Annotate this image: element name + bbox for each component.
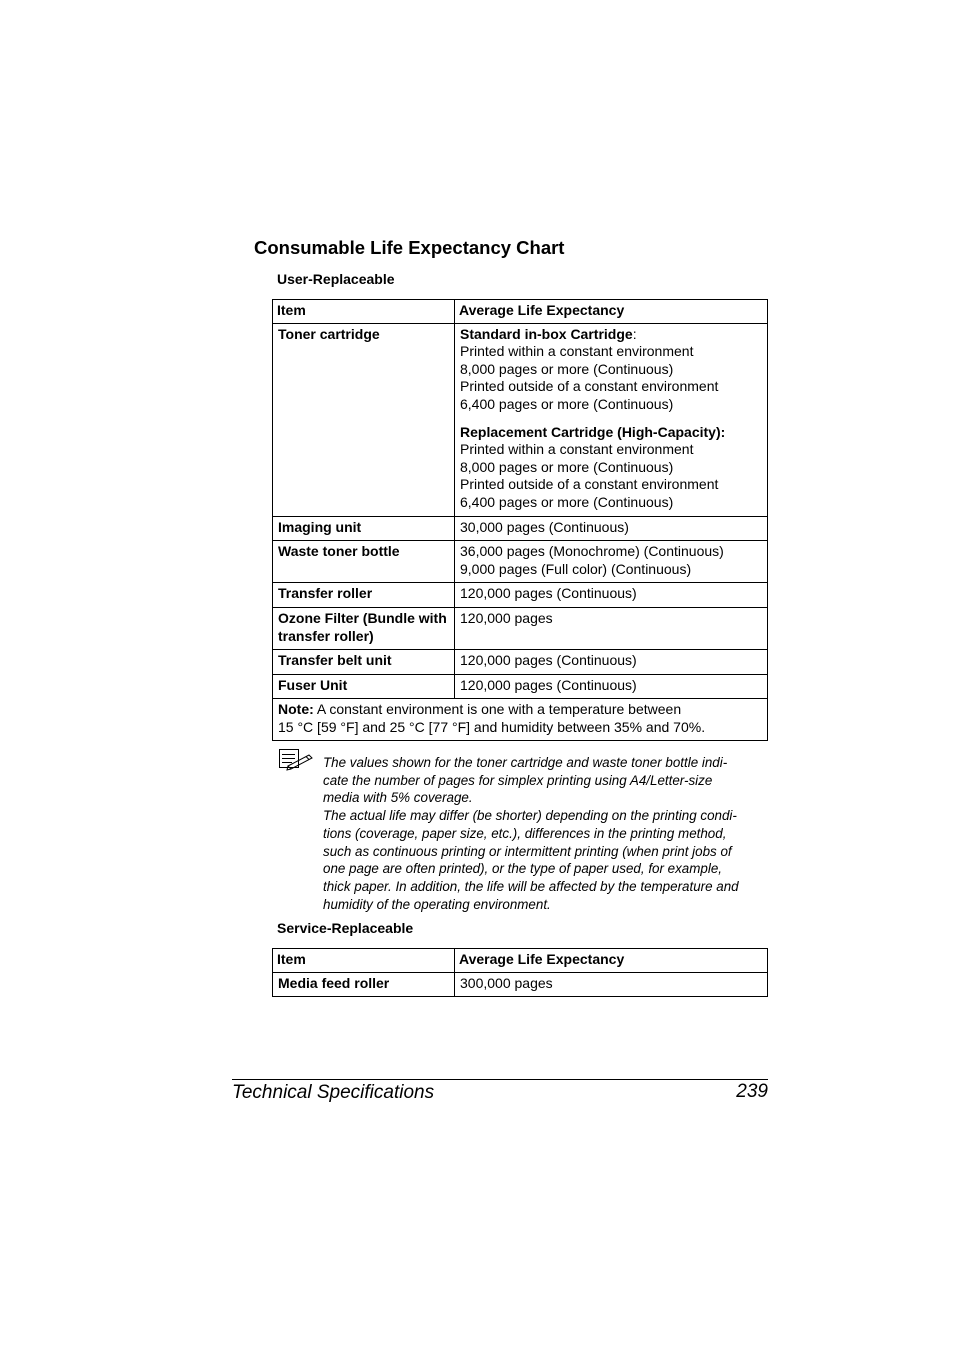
note-line: cate the number of pages for simplex printing using A4/Letter-size [323, 772, 713, 788]
item-toner-cartridge: Toner cartridge [273, 323, 455, 516]
note-line: The actual life may differ (be shorter) depending on the printing condi- [323, 808, 737, 824]
standard-line: 8,000 pages or more (Continuous) [460, 360, 674, 377]
page-title: Consumable Life Expectancy Chart [254, 237, 565, 258]
note-line: The values shown for the toner cartridge and waste toner bottle indi- [323, 755, 728, 770]
replacement-line: 8,000 pages or more (Continuous) [460, 458, 674, 475]
table-note-line2: 15 °C [59 °F] and 25 °C [77 °F] and humidity between 35% and 70%. [278, 718, 706, 735]
replacement-line: Printed within a constant environment [460, 441, 694, 458]
ozone-item-line: transfer roller) [278, 627, 374, 644]
user-replaceable-heading: User-Replaceable [277, 271, 395, 287]
header-life: Average Life Expectancy [455, 949, 768, 973]
table-row [273, 541, 768, 583]
header-item: Item [273, 300, 455, 324]
note-line: humidity of the operating environment. [323, 896, 551, 912]
life-waste-toner-bottle [455, 541, 768, 583]
table-row [273, 607, 768, 649]
table-note [273, 699, 768, 741]
table-note-label: Note: [278, 701, 314, 718]
service-replaceable-table [272, 948, 768, 997]
service-replaceable-heading: Service-Replaceable [277, 920, 414, 936]
note-line: tions (coverage, paper size, etc.), differences in the printing method, [323, 825, 727, 841]
table-header-row [273, 949, 768, 973]
table-header-row [273, 300, 768, 324]
note-line: media with 5% coverage. [323, 790, 473, 806]
table-row [273, 516, 768, 541]
table-note-line1: A constant environment is one with a temperature between [313, 701, 682, 718]
life-imaging-unit: 30,000 pages (Continuous) [455, 516, 768, 541]
note-text [323, 754, 771, 913]
footer-divider [232, 1079, 768, 1080]
table-note-row [273, 699, 768, 741]
standard-line: 6,400 pages or more (Continuous) [460, 395, 674, 412]
item-waste-toner-bottle: Waste toner bottle [273, 541, 455, 583]
footer-section-title: Technical Specifications [232, 1082, 435, 1103]
standard-cartridge-label: Standard in-box Cartridge [460, 325, 633, 342]
life-fuser-unit: 120,000 pages (Continuous) [455, 674, 768, 699]
item-fuser-unit: Fuser Unit [273, 674, 455, 699]
table-row [273, 583, 768, 608]
replacement-line: Printed outside of a constant environment [460, 476, 719, 493]
standard-line: Printed outside of a constant environment [460, 378, 719, 395]
life-media-feed-roller: 300,000 pages [455, 972, 768, 997]
table-row [273, 650, 768, 675]
spacer [460, 414, 762, 424]
replacement-line: 6,400 pages or more (Continuous) [460, 493, 674, 510]
header-item: Item [273, 949, 455, 973]
life-toner-cartridge [455, 323, 768, 516]
waste-life-line: 36,000 pages (Monochrome) (Continuous) [460, 543, 724, 560]
table-row [273, 972, 768, 997]
item-imaging-unit: Imaging unit [273, 516, 455, 541]
item-ozone-filter [273, 607, 455, 649]
standard-cartridge-heading [460, 326, 762, 344]
replacement-cartridge-label: Replacement Cartridge (High-Capacity): [460, 423, 726, 440]
page-number: 239 [736, 1081, 768, 1102]
waste-life-line: 9,000 pages (Full color) (Continuous) [460, 560, 692, 577]
note-line: such as continuous printing or intermittent printing (when print jobs of [323, 843, 732, 859]
item-media-feed-roller: Media feed roller [273, 972, 455, 997]
note-line: thick paper. In addition, the life will be affected by the temperature and [323, 878, 739, 894]
user-replaceable-table [272, 299, 768, 741]
item-transfer-roller: Transfer roller [273, 583, 455, 608]
ozone-item-line: Ozone Filter (Bundle with [278, 609, 447, 626]
life-transfer-roller: 120,000 pages (Continuous) [455, 583, 768, 608]
life-ozone-filter: 120,000 pages [455, 607, 768, 649]
note-pad-pencil-icon [278, 746, 314, 772]
table-row [273, 674, 768, 699]
life-transfer-belt-unit: 120,000 pages (Continuous) [455, 650, 768, 675]
note-line: one page are often printed), or the type of paper used, for example, [323, 861, 722, 877]
standard-cartridge-colon: : [632, 325, 637, 342]
header-life: Average Life Expectancy [455, 300, 768, 324]
item-transfer-belt-unit: Transfer belt unit [273, 650, 455, 675]
table-row [273, 323, 768, 516]
standard-line: Printed within a constant environment [460, 343, 694, 360]
